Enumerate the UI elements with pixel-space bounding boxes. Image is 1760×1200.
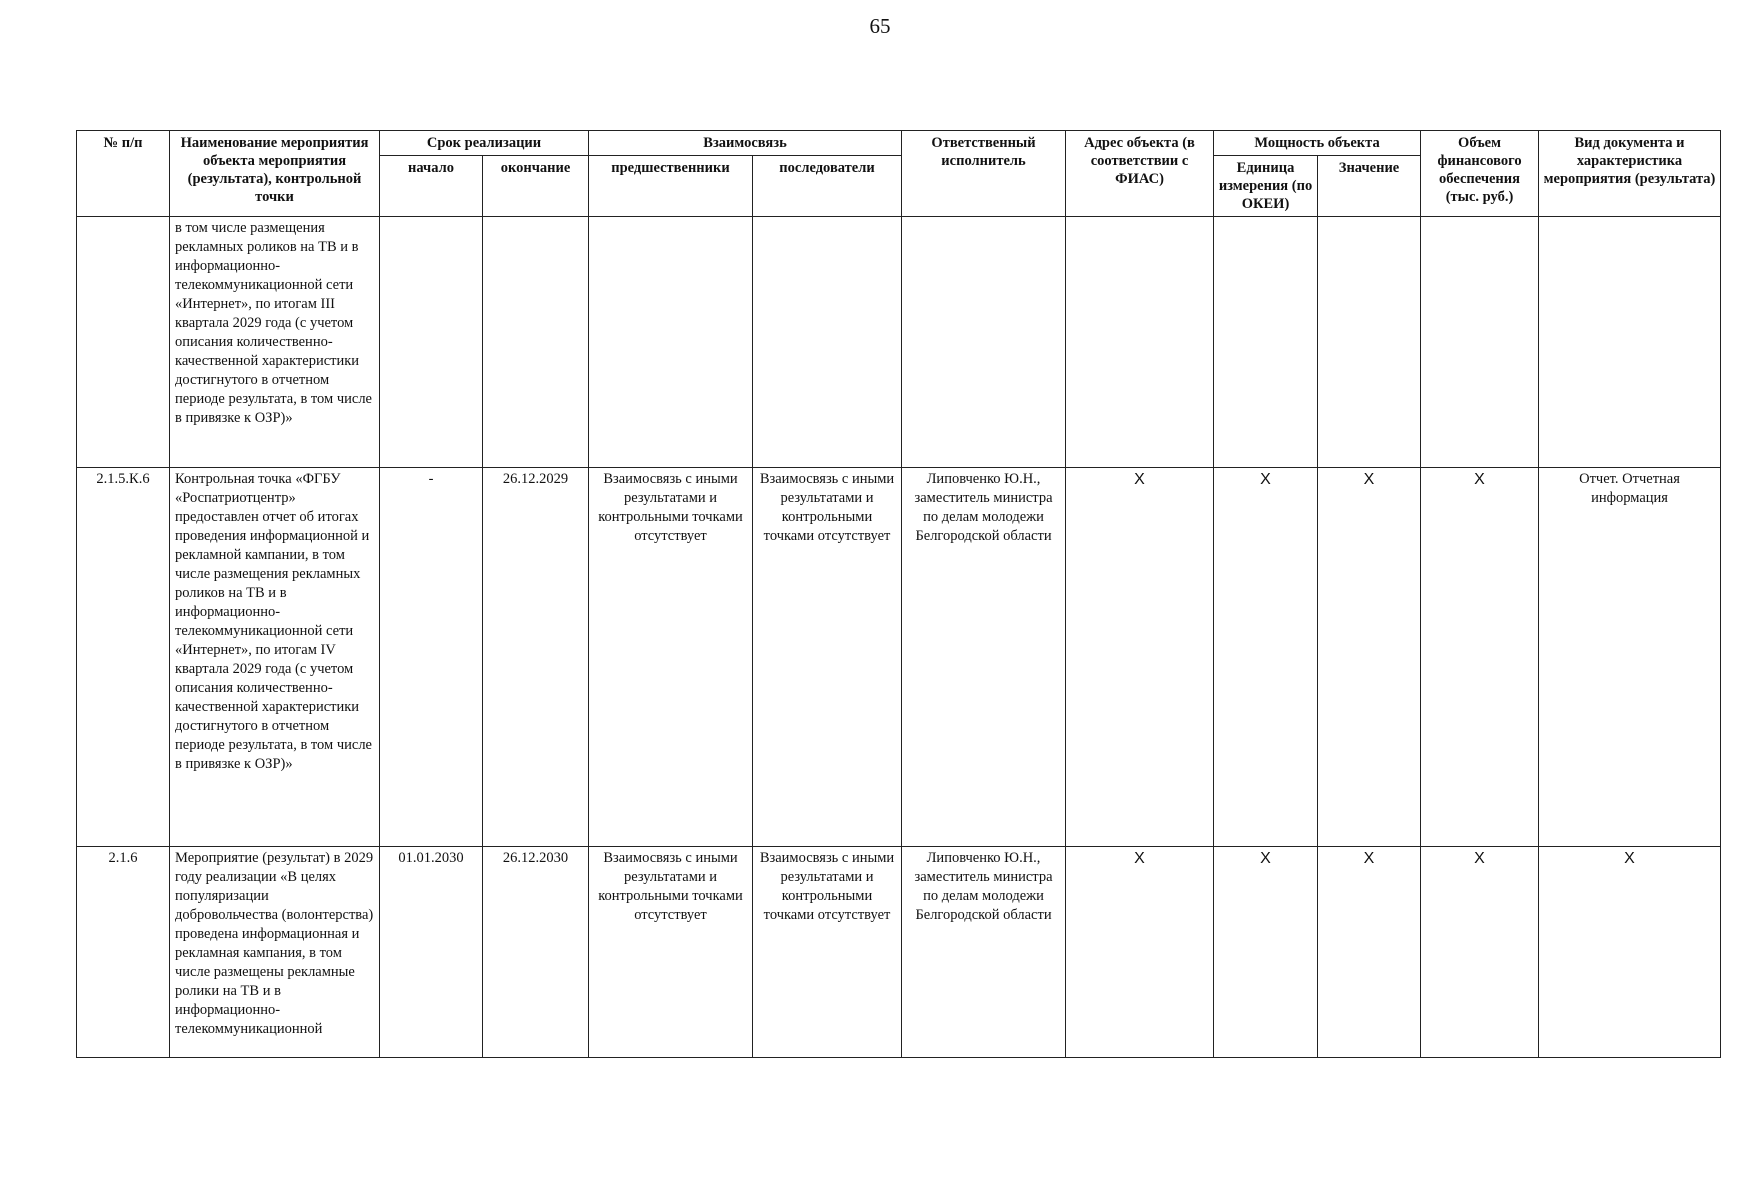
- cell-num: 2.1.6: [77, 847, 170, 1058]
- cell-unit: X: [1214, 468, 1318, 847]
- cell-end: [483, 217, 589, 468]
- header-value: Значение: [1318, 156, 1421, 217]
- cell-predecessors: [589, 217, 753, 468]
- page-number: 65: [869, 14, 891, 38]
- cell-value: X: [1318, 847, 1421, 1058]
- header-num: № п/п: [77, 131, 170, 217]
- header-doc-type: Вид документа и характеристика мероприятия (результата): [1539, 131, 1721, 217]
- cell-doc-type: X: [1539, 847, 1721, 1058]
- cell-address: [1066, 217, 1214, 468]
- cell-responsible: Липовченко Ю.Н., заместитель министра по делам молодежи Белгородской области: [902, 847, 1066, 1058]
- header-address: Адрес объекта (в соответствии с ФИАС): [1066, 131, 1214, 217]
- cell-end: 26.12.2029: [483, 468, 589, 847]
- header-term: Срок реализации: [380, 131, 589, 156]
- cell-successors: Взаимосвязь с иными результатами и контрольными точками отсутствует: [753, 468, 902, 847]
- cell-successors: [753, 217, 902, 468]
- cell-unit: [1214, 217, 1318, 468]
- header-funding: Объем финансового обеспечения (тыс. руб.): [1421, 131, 1539, 217]
- cell-num: 2.1.5.К.6: [77, 468, 170, 847]
- cell-predecessors: Взаимосвязь с иными результатами и контрольными точками отсутствует: [589, 847, 753, 1058]
- cell-doc-type: [1539, 217, 1721, 468]
- activities-table: [76, 130, 1721, 1058]
- cell-start: [380, 217, 483, 468]
- header-predecessors: предшественники: [589, 156, 753, 217]
- cell-unit: X: [1214, 847, 1318, 1058]
- table-row: [77, 847, 1721, 1058]
- header-unit: Единица измерения (по ОКЕИ): [1214, 156, 1318, 217]
- cell-responsible: [902, 217, 1066, 468]
- header-capacity: Мощность объекта: [1214, 131, 1421, 156]
- cell-end: 26.12.2030: [483, 847, 589, 1058]
- cell-address: X: [1066, 847, 1214, 1058]
- cell-num: [77, 217, 170, 468]
- header-successors: последователи: [753, 156, 902, 217]
- header-row-top: [77, 131, 1721, 156]
- cell-value: X: [1318, 468, 1421, 847]
- cell-successors: Взаимосвязь с иными результатами и контрольными точками отсутствует: [753, 847, 902, 1058]
- table-row: [77, 217, 1721, 468]
- cell-start: 01.01.2030: [380, 847, 483, 1058]
- header-relation: Взаимосвязь: [589, 131, 902, 156]
- header-start: начало: [380, 156, 483, 217]
- cell-name: Мероприятие (результат) в 2029 году реализации «В целях популяризации добровольчества (волонтерства) проведена информационная и рекламная кампания, в том числе размещены рекламные ролики на ТВ и в информационно-телекоммуникационной: [170, 847, 380, 1058]
- cell-funding: X: [1421, 847, 1539, 1058]
- cell-address: X: [1066, 468, 1214, 847]
- cell-funding: [1421, 217, 1539, 468]
- cell-doc-type: Отчет. Отчетная информация: [1539, 468, 1721, 847]
- cell-value: [1318, 217, 1421, 468]
- cell-start: -: [380, 468, 483, 847]
- cell-predecessors: Взаимосвязь с иными результатами и контрольными точками отсутствует: [589, 468, 753, 847]
- table-row: [77, 468, 1721, 847]
- header-name: Наименование мероприятия объекта мероприятия (результата), контрольной точки: [170, 131, 380, 217]
- cell-name: Контрольная точка «ФГБУ «Роспатриотцентр» предоставлен отчет об итогах проведения информационной и рекламной кампании, в том числе размещения рекламных роликов на ТВ и в информационно-телекоммуникационной сети «Интернет», по итогам IV квартала 2029 года (с учетом описания количественно-качественной характеристики достигнутого в отчетном периоде результата, в том числе в привязке к ОЗР)»: [170, 468, 380, 847]
- header-end: окончание: [483, 156, 589, 217]
- cell-name: в том числе размещения рекламных роликов на ТВ и в информационно-телекоммуникационной сети «Интернет», по итогам III квартала 2029 года (с учетом описания количественно-качественной характеристики достигнутого в отчетном периоде результата, в том числе в привязке к ОЗР)»: [170, 217, 380, 468]
- header-responsible: Ответственный исполнитель: [902, 131, 1066, 217]
- cell-responsible: Липовченко Ю.Н., заместитель министра по делам молодежи Белгородской области: [902, 468, 1066, 847]
- cell-funding: X: [1421, 468, 1539, 847]
